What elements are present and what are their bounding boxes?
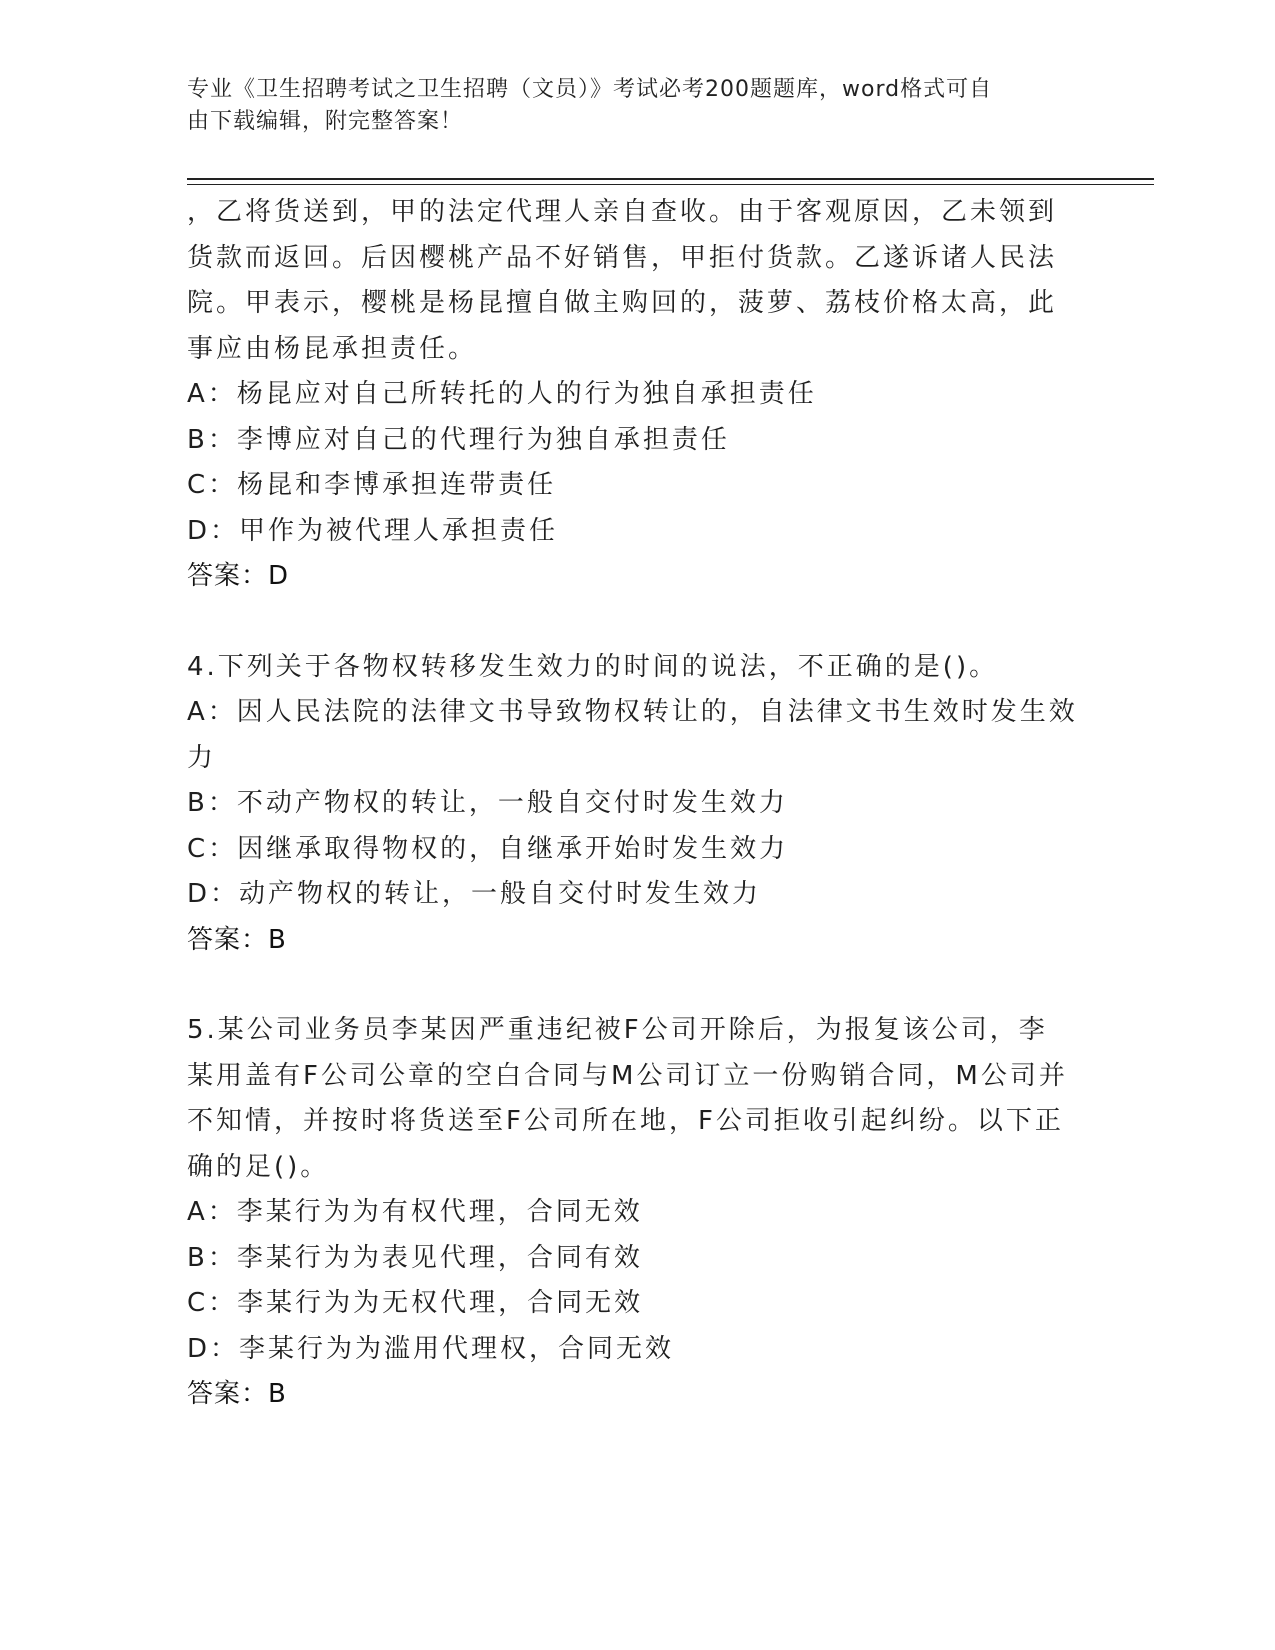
option-a: A：因人民法院的法律文书导致物权转让的，自法律文书生效时发生效: [187, 697, 1078, 727]
option-a: A：杨昆应对自己所转托的人的行为独自承担责任: [187, 379, 817, 409]
question-text-line: 院。甲表示，樱桃是杨昆擅自做主购回的，菠萝、荔枝价格太高，此: [187, 288, 1058, 318]
option-b: B：不动产物权的转让，一般自交付时发生效力: [187, 788, 788, 818]
question-stem-line: 5.某公司业务员李某因严重违纪被F公司开除后，为报复该公司，李: [187, 1015, 1048, 1045]
header-rule-thin: [187, 184, 1154, 185]
option-c: C：因继承取得物权的，自继承开始时发生效力: [187, 833, 789, 864]
question-stem-line: 某用盖有F公司公章的空白合同与M公司订立一份购销合同，M公司并: [187, 1060, 1068, 1091]
question-4: [187, 645, 1087, 964]
header-rule-thick: [187, 178, 1154, 180]
option-d: D：甲作为被代理人承担责任: [187, 515, 559, 546]
option-a-continued: 力: [187, 742, 217, 773]
header-line-1: 专业《卫生招聘考试之卫生招聘（文员）》考试必考200题题库，word格式可自: [187, 77, 993, 102]
option-d: D：李某行为为滥用代理权，合同无效: [187, 1333, 675, 1364]
document-body: [187, 190, 1087, 1418]
header-line-2: 由下载编辑，附完整答案！: [187, 109, 464, 134]
option-b: B：李某行为为表见代理，合同有效: [187, 1242, 643, 1273]
answer-label: 答案：B: [187, 924, 287, 955]
question-stem-line: 不知情，并按时将货送至F公司所在地，F公司拒收引起纠纷。以下正: [187, 1106, 1064, 1136]
question-text-line: 货款而返回。后因樱桃产品不好销售，甲拒付货款。乙遂诉诸人民法: [187, 242, 1058, 273]
question-text-line: 事应由杨昆承担责任。: [187, 333, 478, 364]
question-stem: 4.下列关于各物权转移发生效力的时间的说法，不正确的是()。: [187, 651, 999, 682]
document-header: [187, 74, 1067, 138]
option-b: B：李博应对自己的代理行为独自承担责任: [187, 424, 730, 455]
question-5: [187, 1008, 1087, 1418]
option-c: C：李某行为为无权代理，合同无效: [187, 1288, 644, 1318]
question-stem-line: 确的足()。: [187, 1151, 330, 1182]
answer-label: 答案：B: [187, 1379, 287, 1409]
answer-label: 答案：D: [187, 561, 290, 591]
option-c: C：杨昆和李博承担连带责任: [187, 470, 557, 500]
question-text-line: ，乙将货送到，甲的法定代理人亲自查收。由于客观原因，乙未领到: [187, 197, 1058, 227]
option-a: A：李某行为为有权代理，合同无效: [187, 1197, 643, 1227]
option-d: D：动产物权的转让，一般自交付时发生效力: [187, 879, 762, 909]
question-3-continuation: [187, 190, 1087, 600]
